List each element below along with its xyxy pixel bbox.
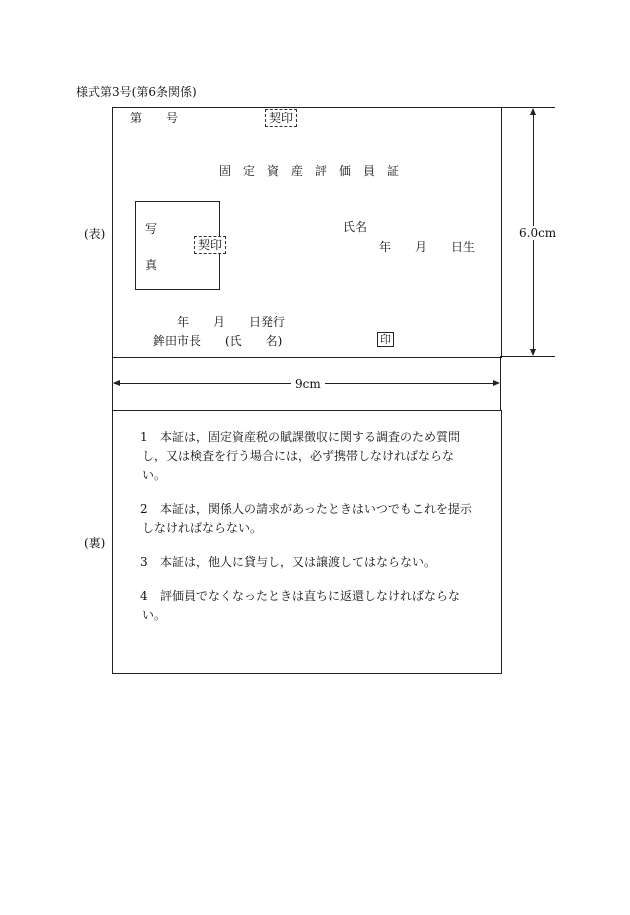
width-dimension-label: 9cm — [291, 377, 325, 391]
issue-date: 年 月 日発行 — [177, 315, 286, 329]
note-3 — [140, 553, 480, 572]
certificate-number-label: 第 号 — [130, 111, 179, 125]
note-1-line-3: い。 — [142, 468, 167, 482]
width-right-guide — [500, 356, 501, 410]
note-1 — [140, 428, 480, 485]
photo-char-2: 真 — [145, 258, 158, 272]
back-side-label: (裏) — [84, 536, 106, 550]
photo-char-1: 写 — [145, 222, 158, 236]
note-3-line-1: 本証は，他人に貸与し，又は譲渡してはならない。 — [160, 555, 437, 569]
note-2 — [140, 500, 480, 538]
birth-date: 年 月 日生 — [379, 240, 476, 254]
height-arrow-up-icon — [530, 108, 536, 115]
note-1-number: 1 — [140, 430, 148, 444]
width-arrow-left-icon — [113, 380, 120, 386]
front-side-label: (表) — [84, 227, 106, 241]
note-4-number: 4 — [140, 589, 148, 603]
note-2-number: 2 — [140, 502, 148, 516]
note-2-line-2: しなければならない。 — [142, 521, 263, 535]
issuer: 鉾田市長 (氏 名) — [153, 334, 283, 348]
note-1-line-1: 本証は，固定資産税の賦課徴収に関する調査のため質問 — [160, 430, 461, 444]
note-4 — [140, 587, 480, 625]
form-title: 様式第3号(第6条関係) — [76, 85, 197, 99]
height-dimension-label: 6.0cm — [515, 226, 560, 240]
card-title: 固 定 資 産 評 価 員 証 — [219, 164, 400, 178]
name-label: 氏名 — [343, 220, 368, 234]
note-2-line-1: 本証は，関係人の請求があったときはいつでもこれを提示 — [160, 502, 472, 516]
width-arrow-right-icon — [493, 380, 500, 386]
note-3-number: 3 — [140, 555, 148, 569]
height-arrow-down-icon — [530, 349, 536, 356]
height-bottom-guide — [500, 356, 555, 357]
note-1-line-2: し，又は検査を行う場合には，必ず携帯しなければならな — [142, 449, 455, 463]
note-4-line-2: い。 — [142, 608, 167, 622]
seal-mark: 印 — [377, 332, 394, 347]
tally-stamp-photo: 契印 — [194, 236, 226, 254]
height-top-guide — [500, 107, 555, 108]
tally-stamp-top: 契印 — [265, 109, 297, 127]
note-4-line-1: 評価員でなくなったときは直ちに返還しなければならな — [160, 589, 461, 603]
